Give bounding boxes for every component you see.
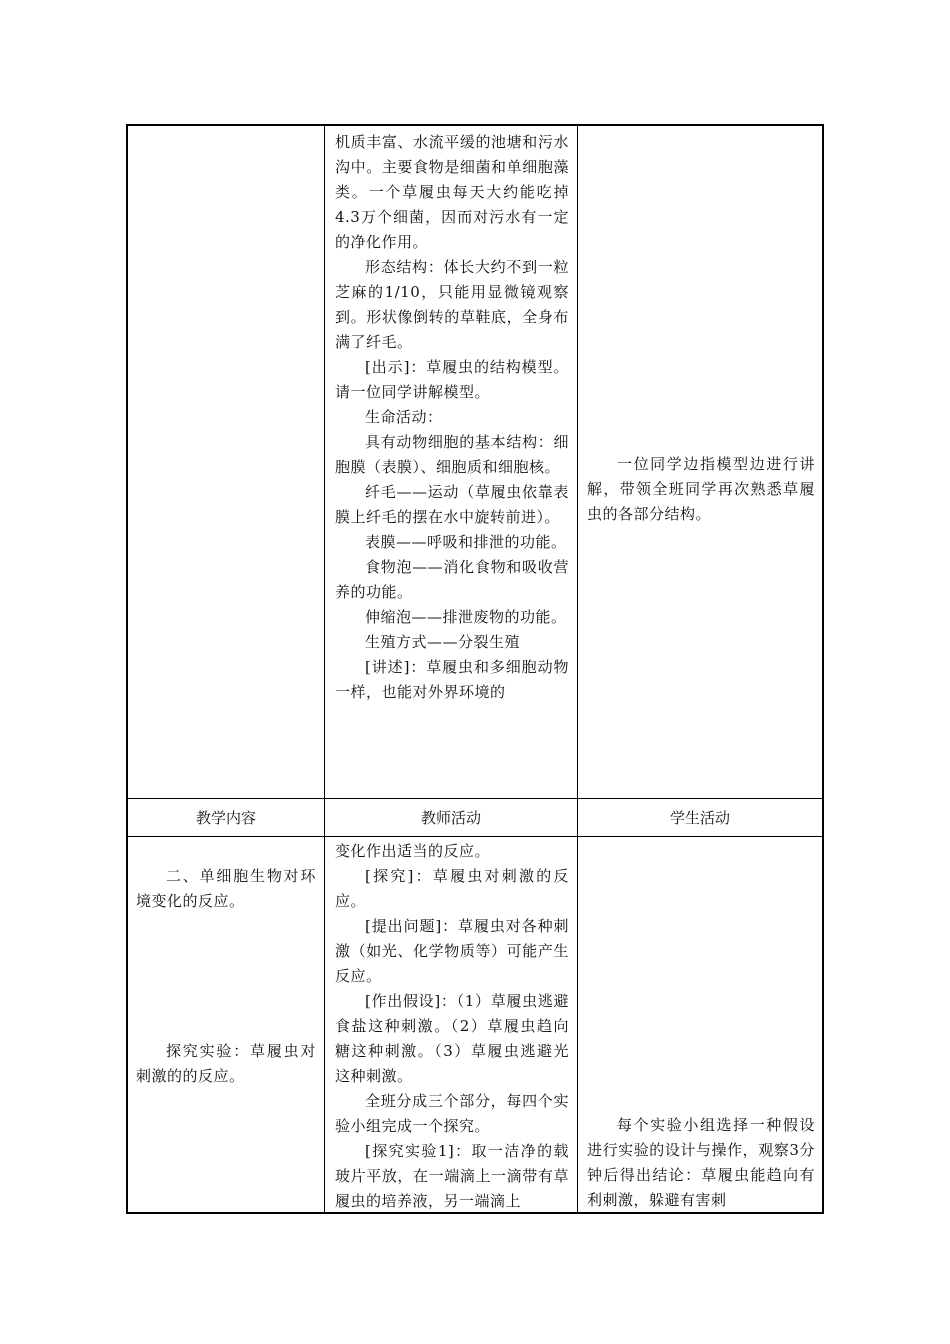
student-paragraph: 每个实验小组选择一种假设进行实验的设计与操作，观察3分钟后得出结论：草履虫能趋向有利刺激，躲避有害刺: [587, 1116, 815, 1209]
header-teacher-activity: 教师活动: [420, 809, 481, 827]
teacher-paragraph: 变化作出适当的反应。: [335, 842, 491, 860]
header-student-activity: 学生活动: [669, 809, 730, 827]
header-row-bottom-border: [128, 836, 822, 837]
header-row-top-border: [128, 798, 822, 799]
teacher-paragraph: [讲述]：草履虫和多细胞动物一样，也能对外界环境的: [335, 658, 569, 701]
content-paragraph: 二、单细胞生物对环境变化的反应。: [136, 867, 316, 910]
teacher-paragraph: 生命活动：: [365, 408, 443, 426]
top-row-student-cell: [587, 452, 815, 527]
teacher-paragraph: 纤毛——运动（草履虫依靠表膜上纤毛的摆在水中旋转前进）。: [335, 483, 569, 526]
lesson-plan-table: [126, 124, 824, 1214]
content-paragraph: 探究实验：草履虫对刺激的的反应。: [136, 1042, 316, 1085]
teacher-paragraph: 食物泡——消化食物和吸收营养的功能。: [335, 558, 569, 601]
header-teaching-content: 教学内容: [195, 809, 256, 827]
teacher-paragraph: 表膜——呼吸和排泄的功能。: [365, 533, 567, 551]
column-divider-1: [324, 126, 325, 1212]
teacher-paragraph: 机质丰富、水流平缓的池塘和污水沟中。主要食物是细菌和单细胞藻类。一个草履虫每天大约能吃掉4.3万个细菌，因而对污水有一定的净化作用。: [335, 133, 569, 251]
bottom-row-content-section-title: [136, 864, 316, 914]
bottom-row-student-cell: [587, 1113, 815, 1213]
teacher-paragraph: [探究]：草履虫对刺激的反应。: [335, 867, 569, 910]
teacher-paragraph: [作出假设]：（1）草履虫逃避食盐这种刺激。（2）草履虫趋向糖这种刺激。（3）草履虫逃避光这种刺激。: [335, 992, 569, 1085]
column-divider-2: [577, 126, 578, 1212]
top-row-teacher-cell: [335, 130, 569, 705]
teacher-paragraph: 全班分成三个部分，每四个实验小组完成一个探究。: [335, 1092, 569, 1135]
teacher-paragraph: [探究实验1]：取一洁净的载玻片平放，在一端滴上一滴带有草履虫的培养液，另一端滴上: [335, 1142, 569, 1210]
teacher-paragraph: 形态结构：体长大约不到一粒芝麻的1/10，只能用显微镜观察到。形状像倒转的草鞋底，全身布满了纤毛。: [335, 258, 569, 351]
teacher-paragraph: [提出问题]：草履虫对各种刺激（如光、化学物质等）可能产生反应。: [335, 917, 569, 985]
bottom-row-teacher-cell: [335, 839, 569, 1214]
teacher-paragraph: 具有动物细胞的基本结构：细胞膜（表膜）、细胞质和细胞核。: [335, 433, 569, 476]
teacher-paragraph: 生殖方式——分裂生殖: [365, 633, 521, 651]
student-paragraph: 一位同学边指模型边进行讲解，带领全班同学再次熟悉草履虫的各部分结构。: [587, 455, 815, 523]
teacher-paragraph: 伸缩泡——排泄废物的功能。: [365, 608, 567, 626]
bottom-row-content-experiment: [136, 1039, 316, 1089]
teacher-paragraph: [出示]：草履虫的结构模型。请一位同学讲解模型。: [335, 358, 569, 401]
